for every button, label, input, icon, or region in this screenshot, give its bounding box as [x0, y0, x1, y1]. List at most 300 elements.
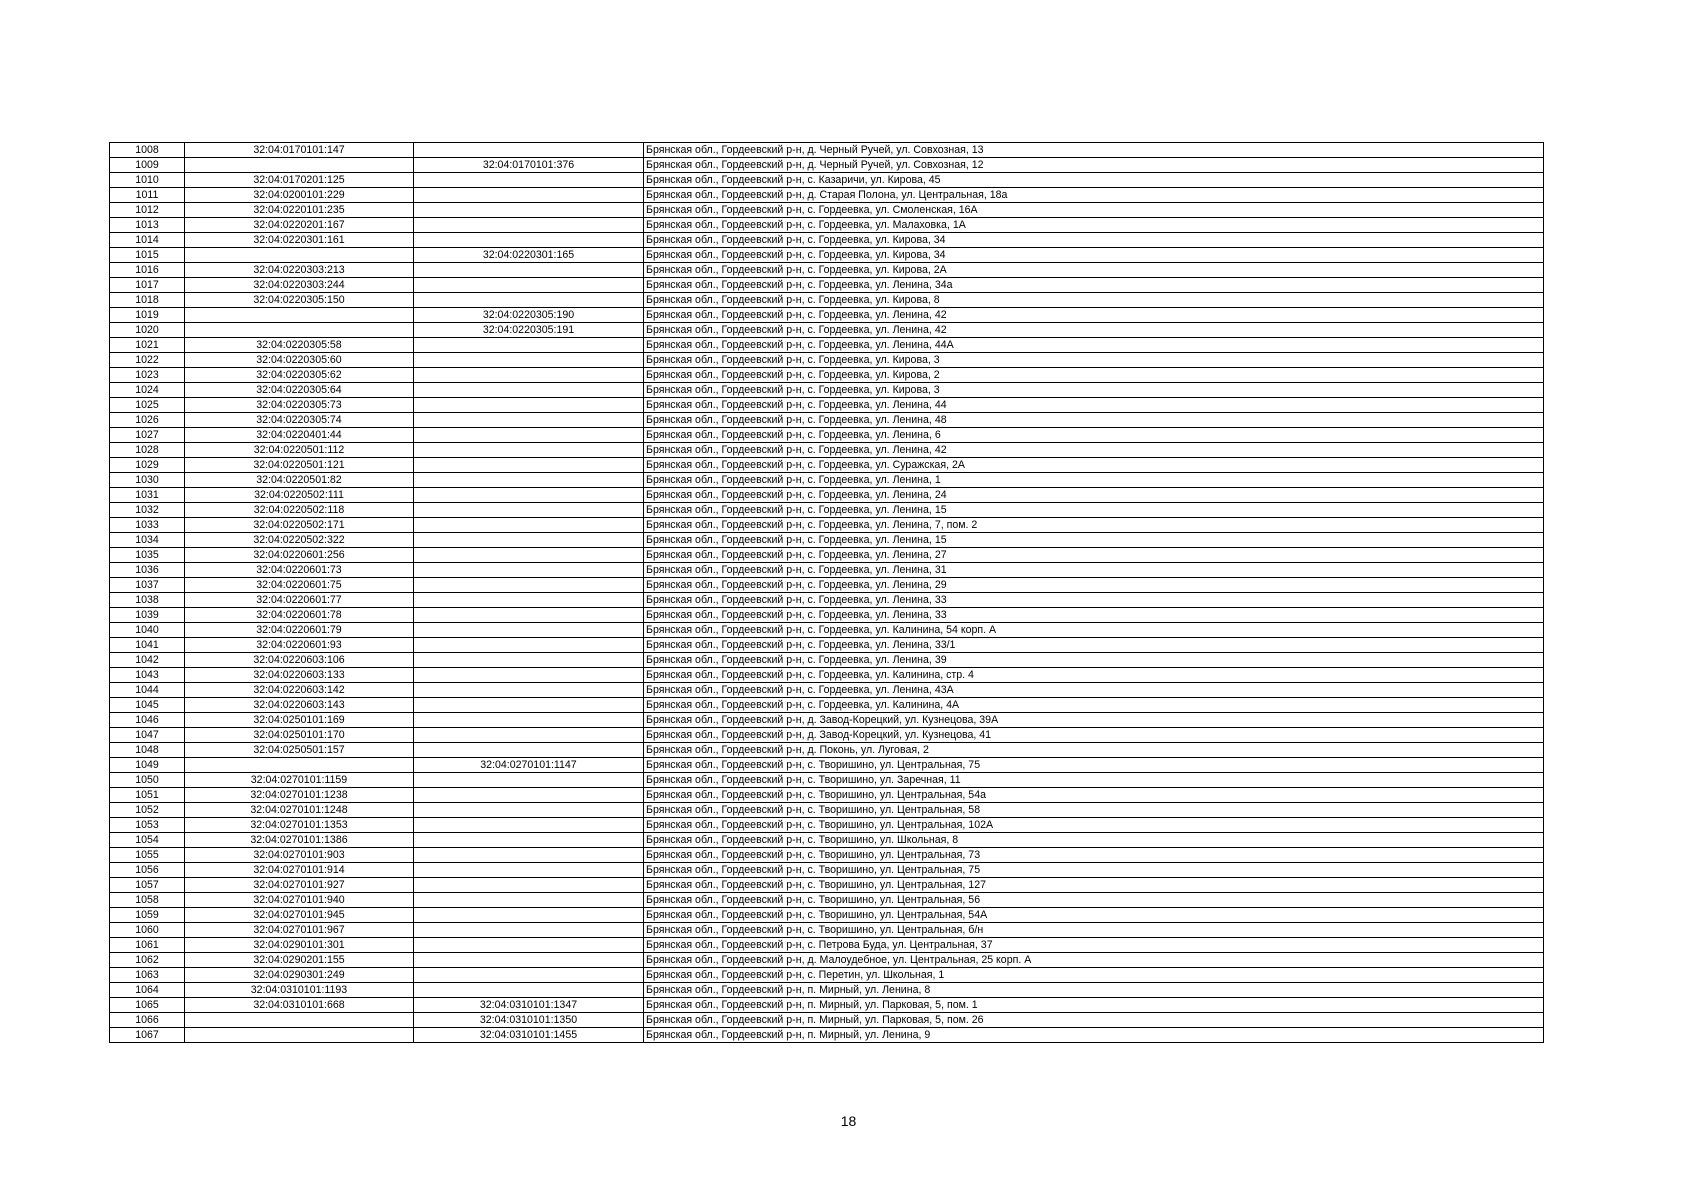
table-row [110, 413, 1544, 428]
cell-row-number: 1027 [110, 428, 185, 443]
cell-row-number: 1018 [110, 293, 185, 308]
cell-address: Брянская обл., Гордеевский р-н, с. Гордеевка, ул. Кирова, 2 [644, 368, 1544, 383]
table-row [110, 218, 1544, 233]
cell-row-number: 1038 [110, 593, 185, 608]
table-row [110, 578, 1544, 593]
cell-address: Брянская обл., Гордеевский р-н, с. Гордеевка, ул. Ленина, 29 [644, 578, 1544, 593]
cell-cadastral-number-room [414, 563, 644, 578]
cell-cadastral-number-building: 32:04:0220603:106 [185, 653, 414, 668]
cell-row-number: 1045 [110, 698, 185, 713]
cell-row-number: 1049 [110, 758, 185, 773]
cell-address: Брянская обл., Гордеевский р-н, д. Старая Полона, ул. Центральная, 18а [644, 188, 1544, 203]
cell-address: Брянская обл., Гордеевский р-н, с. Гордеевка, ул. Кирова, 2А [644, 263, 1544, 278]
table-row [110, 143, 1544, 158]
cell-row-number: 1014 [110, 233, 185, 248]
cell-cadastral-number-room [414, 593, 644, 608]
cell-row-number: 1046 [110, 713, 185, 728]
registry-table [109, 142, 1544, 1043]
table-row [110, 458, 1544, 473]
cell-row-number: 1036 [110, 563, 185, 578]
table-row [110, 998, 1544, 1013]
cell-cadastral-number-room: 32:04:0310101:1455 [414, 1028, 644, 1043]
cell-cadastral-number-room [414, 278, 644, 293]
cell-row-number: 1019 [110, 308, 185, 323]
cell-cadastral-number-room [414, 428, 644, 443]
cell-cadastral-number-room [414, 533, 644, 548]
table-row [110, 923, 1544, 938]
table-row [110, 773, 1544, 788]
cell-cadastral-number-building: 32:04:0220601:79 [185, 623, 414, 638]
cell-row-number: 1063 [110, 968, 185, 983]
table-row [110, 488, 1544, 503]
table-row [110, 893, 1544, 908]
cell-cadastral-number-room [414, 878, 644, 893]
cell-cadastral-number-building: 32:04:0220601:75 [185, 578, 414, 593]
cell-cadastral-number-room [414, 848, 644, 863]
cell-address: Брянская обл., Гордеевский р-н, с. Гордеевка, ул. Ленина, 15 [644, 503, 1544, 518]
cell-row-number: 1037 [110, 578, 185, 593]
cell-row-number: 1065 [110, 998, 185, 1013]
cell-cadastral-number-building: 32:04:0220501:82 [185, 473, 414, 488]
cell-address: Брянская обл., Гордеевский р-н, с. Творишино, ул. Центральная, 54А [644, 908, 1544, 923]
table-row [110, 638, 1544, 653]
table-row [110, 263, 1544, 278]
table-row [110, 368, 1544, 383]
cell-cadastral-number-room [414, 743, 644, 758]
cell-cadastral-number-room [414, 953, 644, 968]
table-row [110, 518, 1544, 533]
cell-row-number: 1048 [110, 743, 185, 758]
cell-address: Брянская обл., Гордеевский р-н, с. Гордеевка, ул. Ленина, 6 [644, 428, 1544, 443]
cell-cadastral-number-building: 32:04:0250101:169 [185, 713, 414, 728]
cell-row-number: 1056 [110, 863, 185, 878]
table-row [110, 173, 1544, 188]
table-row [110, 308, 1544, 323]
cell-cadastral-number-room [414, 383, 644, 398]
cell-cadastral-number-building: 32:04:0220301:161 [185, 233, 414, 248]
table-row [110, 833, 1544, 848]
cell-address: Брянская обл., Гордеевский р-н, д. Черный Ручей, ул. Совхозная, 13 [644, 143, 1544, 158]
table-row [110, 953, 1544, 968]
table-row [110, 1013, 1544, 1028]
cell-cadastral-number-room [414, 548, 644, 563]
table-row [110, 968, 1544, 983]
cell-address: Брянская обл., Гордеевский р-н, с. Гордеевка, ул. Ленина, 33 [644, 608, 1544, 623]
cell-cadastral-number-room [414, 968, 644, 983]
cell-cadastral-number-building: 32:04:0270101:914 [185, 863, 414, 878]
cell-address: Брянская обл., Гордеевский р-н, п. Мирный, ул. Парковая, 5, пом. 1 [644, 998, 1544, 1013]
cell-cadastral-number-building: 32:04:0220603:143 [185, 698, 414, 713]
table-row [110, 248, 1544, 263]
cell-cadastral-number-room [414, 983, 644, 998]
table-row [110, 473, 1544, 488]
table-row [110, 443, 1544, 458]
cell-row-number: 1017 [110, 278, 185, 293]
cell-cadastral-number-room [414, 443, 644, 458]
cell-cadastral-number-building: 32:04:0290301:249 [185, 968, 414, 983]
table-row [110, 203, 1544, 218]
cell-cadastral-number-building: 32:04:0220502:111 [185, 488, 414, 503]
cell-cadastral-number-building: 32:04:0220305:74 [185, 413, 414, 428]
cell-address: Брянская обл., Гордеевский р-н, с. Гордеевка, ул. Ленина, 24 [644, 488, 1544, 503]
cell-address: Брянская обл., Гордеевский р-н, с. Гордеевка, ул. Ленина, 44А [644, 338, 1544, 353]
cell-address: Брянская обл., Гордеевский р-н, с. Гордеевка, ул. Кирова, 34 [644, 248, 1544, 263]
cell-cadastral-number-building: 32:04:0220501:121 [185, 458, 414, 473]
table-row [110, 323, 1544, 338]
cell-cadastral-number-building: 32:04:0220101:235 [185, 203, 414, 218]
cell-cadastral-number-room [414, 773, 644, 788]
cell-cadastral-number-building: 32:04:0220603:133 [185, 668, 414, 683]
cell-row-number: 1031 [110, 488, 185, 503]
cell-row-number: 1029 [110, 458, 185, 473]
cell-cadastral-number-room [414, 908, 644, 923]
cell-cadastral-number-room [414, 173, 644, 188]
table-row [110, 983, 1544, 998]
cell-row-number: 1034 [110, 533, 185, 548]
cell-address: Брянская обл., Гордеевский р-н, п. Мирный, ул. Ленина, 9 [644, 1028, 1544, 1043]
cell-cadastral-number-room [414, 473, 644, 488]
table-row [110, 758, 1544, 773]
cell-row-number: 1024 [110, 383, 185, 398]
cell-address: Брянская обл., Гордеевский р-н, с. Гордеевка, ул. Ленина, 42 [644, 443, 1544, 458]
cell-row-number: 1023 [110, 368, 185, 383]
table-row [110, 503, 1544, 518]
cell-row-number: 1047 [110, 728, 185, 743]
cell-address: Брянская обл., Гордеевский р-н, п. Мирный, ул. Ленина, 8 [644, 983, 1544, 998]
cell-address: Брянская обл., Гордеевский р-н, с. Гордеевка, ул. Калинина, 54 корп. А [644, 623, 1544, 638]
cell-cadastral-number-room [414, 368, 644, 383]
table-row [110, 353, 1544, 368]
cell-row-number: 1040 [110, 623, 185, 638]
cell-cadastral-number-building: 32:04:0220601:93 [185, 638, 414, 653]
cell-row-number: 1058 [110, 893, 185, 908]
cell-cadastral-number-building: 32:04:0310101:668 [185, 998, 414, 1013]
cell-cadastral-number-building: 32:04:0220303:213 [185, 263, 414, 278]
cell-cadastral-number-room: 32:04:0170101:376 [414, 158, 644, 173]
cell-cadastral-number-building: 32:04:0270101:1386 [185, 833, 414, 848]
table-row [110, 338, 1544, 353]
cell-cadastral-number-building: 32:04:0270101:940 [185, 893, 414, 908]
registry-table-body [110, 143, 1544, 1043]
cell-address: Брянская обл., Гордеевский р-н, с. Гордеевка, ул. Суражская, 2А [644, 458, 1544, 473]
cell-address: Брянская обл., Гордеевский р-н, с. Творишино, ул. Школьная, 8 [644, 833, 1544, 848]
cell-address: Брянская обл., Гордеевский р-н, с. Гордеевка, ул. Малаховка, 1А [644, 218, 1544, 233]
cell-row-number: 1011 [110, 188, 185, 203]
cell-address: Брянская обл., Гордеевский р-н, с. Гордеевка, ул. Ленина, 27 [644, 548, 1544, 563]
cell-address: Брянская обл., Гордеевский р-н, с. Творишино, ул. Центральная, 73 [644, 848, 1544, 863]
cell-cadastral-number-room [414, 698, 644, 713]
cell-cadastral-number-room [414, 578, 644, 593]
cell-cadastral-number-building: 32:04:0250501:157 [185, 743, 414, 758]
cell-row-number: 1054 [110, 833, 185, 848]
cell-address: Брянская обл., Гордеевский р-н, с. Гордеевка, ул. Ленина, 42 [644, 323, 1544, 338]
cell-row-number: 1062 [110, 953, 185, 968]
cell-cadastral-number-building [185, 248, 414, 263]
cell-cadastral-number-building: 32:04:0220401:44 [185, 428, 414, 443]
cell-row-number: 1020 [110, 323, 185, 338]
cell-row-number: 1016 [110, 263, 185, 278]
cell-cadastral-number-room [414, 893, 644, 908]
cell-cadastral-number-building: 32:04:0220601:77 [185, 593, 414, 608]
cell-cadastral-number-building: 32:04:0270101:1353 [185, 818, 414, 833]
cell-cadastral-number-building: 32:04:0220305:60 [185, 353, 414, 368]
table-row [110, 878, 1544, 893]
cell-row-number: 1053 [110, 818, 185, 833]
table-row [110, 548, 1544, 563]
cell-cadastral-number-building: 32:04:0270101:945 [185, 908, 414, 923]
table-row [110, 803, 1544, 818]
cell-cadastral-number-room [414, 713, 644, 728]
cell-cadastral-number-building: 32:04:0290101:301 [185, 938, 414, 953]
cell-cadastral-number-room: 32:04:0220305:191 [414, 323, 644, 338]
cell-address: Брянская обл., Гордеевский р-н, с. Петрова Буда, ул. Центральная, 37 [644, 938, 1544, 953]
cell-row-number: 1052 [110, 803, 185, 818]
cell-row-number: 1012 [110, 203, 185, 218]
cell-cadastral-number-building: 32:04:0270101:927 [185, 878, 414, 893]
cell-row-number: 1064 [110, 983, 185, 998]
cell-cadastral-number-room [414, 503, 644, 518]
cell-address: Брянская обл., Гордеевский р-н, с. Гордеевка, ул. Калинина, 4А [644, 698, 1544, 713]
cell-cadastral-number-building: 32:04:0220603:142 [185, 683, 414, 698]
cell-cadastral-number-room [414, 203, 644, 218]
cell-address: Брянская обл., Гордеевский р-н, с. Гордеевка, ул. Ленина, 43А [644, 683, 1544, 698]
cell-address: Брянская обл., Гордеевский р-н, с. Гордеевка, ул. Ленина, 7, пом. 2 [644, 518, 1544, 533]
table-row [110, 788, 1544, 803]
table-row [110, 728, 1544, 743]
cell-row-number: 1008 [110, 143, 185, 158]
cell-row-number: 1041 [110, 638, 185, 653]
cell-address: Брянская обл., Гордеевский р-н, с. Гордеевка, ул. Кирова, 8 [644, 293, 1544, 308]
cell-address: Брянская обл., Гордеевский р-н, с. Гордеевка, ул. Ленина, 33 [644, 593, 1544, 608]
cell-address: Брянская обл., Гордеевский р-н, с. Гордеевка, ул. Смоленская, 16А [644, 203, 1544, 218]
table-row [110, 863, 1544, 878]
cell-row-number: 1022 [110, 353, 185, 368]
cell-cadastral-number-room [414, 413, 644, 428]
cell-row-number: 1013 [110, 218, 185, 233]
cell-cadastral-number-room [414, 218, 644, 233]
cell-cadastral-number-room [414, 263, 644, 278]
cell-address: Брянская обл., Гордеевский р-н, д. Поконь, ул. Луговая, 2 [644, 743, 1544, 758]
cell-row-number: 1028 [110, 443, 185, 458]
cell-address: Брянская обл., Гордеевский р-н, с. Творишино, ул. Центральная, 56 [644, 893, 1544, 908]
cell-address: Брянская обл., Гордеевский р-н, п. Мирный, ул. Парковая, 5, пом. 26 [644, 1013, 1544, 1028]
cell-address: Брянская обл., Гордеевский р-н, д. Черный Ручей, ул. Совхозная, 12 [644, 158, 1544, 173]
cell-address: Брянская обл., Гордеевский р-н, с. Творишино, ул. Центральная, 58 [644, 803, 1544, 818]
cell-cadastral-number-building: 32:04:0170101:147 [185, 143, 414, 158]
cell-cadastral-number-room [414, 608, 644, 623]
table-row [110, 713, 1544, 728]
cell-row-number: 1015 [110, 248, 185, 263]
cell-cadastral-number-room: 32:04:0220305:190 [414, 308, 644, 323]
cell-cadastral-number-room [414, 623, 644, 638]
cell-cadastral-number-building: 32:04:0270101:1159 [185, 773, 414, 788]
cell-cadastral-number-building: 32:04:0220201:167 [185, 218, 414, 233]
cell-row-number: 1057 [110, 878, 185, 893]
cell-cadastral-number-room [414, 938, 644, 953]
cell-row-number: 1051 [110, 788, 185, 803]
table-row [110, 848, 1544, 863]
cell-address: Брянская обл., Гордеевский р-н, с. Гордеевка, ул. Ленина, 34а [644, 278, 1544, 293]
cell-address: Брянская обл., Гордеевский р-н, с. Творишино, ул. Центральная, 75 [644, 758, 1544, 773]
table-row [110, 188, 1544, 203]
cell-cadastral-number-room [414, 398, 644, 413]
cell-row-number: 1061 [110, 938, 185, 953]
cell-cadastral-number-building: 32:04:0220502:322 [185, 533, 414, 548]
cell-cadastral-number-building [185, 1028, 414, 1043]
cell-cadastral-number-room [414, 518, 644, 533]
cell-cadastral-number-building: 32:04:0170201:125 [185, 173, 414, 188]
table-row [110, 668, 1544, 683]
page-number: 18 [840, 1113, 857, 1129]
cell-address: Брянская обл., Гордеевский р-н, с. Творишино, ул. Центральная, 54а [644, 788, 1544, 803]
cell-row-number: 1050 [110, 773, 185, 788]
cell-cadastral-number-building: 32:04:0200101:229 [185, 188, 414, 203]
cell-cadastral-number-building: 32:04:0270101:967 [185, 923, 414, 938]
cell-address: Брянская обл., Гордеевский р-н, с. Казаричи, ул. Кирова, 45 [644, 173, 1544, 188]
cell-cadastral-number-room [414, 293, 644, 308]
table-row [110, 158, 1544, 173]
cell-cadastral-number-building: 32:04:0290201:155 [185, 953, 414, 968]
cell-address: Брянская обл., Гордеевский р-н, д. Завод-Корецкий, ул. Кузнецова, 39А [644, 713, 1544, 728]
cell-row-number: 1055 [110, 848, 185, 863]
table-row [110, 698, 1544, 713]
cell-cadastral-number-room [414, 818, 644, 833]
cell-row-number: 1030 [110, 473, 185, 488]
cell-cadastral-number-building: 32:04:0220501:112 [185, 443, 414, 458]
table-row [110, 533, 1544, 548]
cell-cadastral-number-building: 32:04:0250101:170 [185, 728, 414, 743]
cell-cadastral-number-room [414, 638, 644, 653]
cell-address: Брянская обл., Гордеевский р-н, с. Гордеевка, ул. Ленина, 39 [644, 653, 1544, 668]
table-row [110, 563, 1544, 578]
cell-cadastral-number-room [414, 233, 644, 248]
cell-address: Брянская обл., Гордеевский р-н, с. Гордеевка, ул. Ленина, 44 [644, 398, 1544, 413]
cell-address: Брянская обл., Гордеевский р-н, с. Гордеевка, ул. Кирова, 3 [644, 383, 1544, 398]
cell-cadastral-number-room [414, 788, 644, 803]
cell-row-number: 1032 [110, 503, 185, 518]
cell-address: Брянская обл., Гордеевский р-н, с. Гордеевка, ул. Ленина, 48 [644, 413, 1544, 428]
table-row [110, 278, 1544, 293]
cell-cadastral-number-building: 32:04:0220502:171 [185, 518, 414, 533]
cell-cadastral-number-room [414, 728, 644, 743]
cell-cadastral-number-room [414, 488, 644, 503]
cell-cadastral-number-room: 32:04:0310101:1350 [414, 1013, 644, 1028]
cell-row-number: 1010 [110, 173, 185, 188]
cell-row-number: 1039 [110, 608, 185, 623]
cell-address: Брянская обл., Гордеевский р-н, с. Творишино, ул. Заречная, 11 [644, 773, 1544, 788]
table-row [110, 293, 1544, 308]
cell-cadastral-number-building [185, 758, 414, 773]
cell-cadastral-number-building: 32:04:0270101:1248 [185, 803, 414, 818]
cell-cadastral-number-room [414, 458, 644, 473]
table-row [110, 608, 1544, 623]
cell-address: Брянская обл., Гордеевский р-н, д. Малоудебное, ул. Центральная, 25 корп. А [644, 953, 1544, 968]
cell-cadastral-number-building [185, 323, 414, 338]
cell-row-number: 1066 [110, 1013, 185, 1028]
cell-address: Брянская обл., Гордеевский р-н, с. Гордеевка, ул. Ленина, 15 [644, 533, 1544, 548]
cell-cadastral-number-room: 32:04:0220301:165 [414, 248, 644, 263]
cell-cadastral-number-room [414, 833, 644, 848]
cell-cadastral-number-room [414, 803, 644, 818]
cell-cadastral-number-building: 32:04:0270101:1238 [185, 788, 414, 803]
cell-cadastral-number-room [414, 143, 644, 158]
cell-row-number: 1009 [110, 158, 185, 173]
table-row [110, 938, 1544, 953]
cell-cadastral-number-building: 32:04:0220502:118 [185, 503, 414, 518]
cell-row-number: 1026 [110, 413, 185, 428]
cell-cadastral-number-building: 32:04:0220601:78 [185, 608, 414, 623]
table-row [110, 683, 1544, 698]
cell-cadastral-number-building: 32:04:0220305:150 [185, 293, 414, 308]
cell-cadastral-number-room [414, 353, 644, 368]
cell-cadastral-number-room [414, 668, 644, 683]
cell-cadastral-number-building: 32:04:0220601:256 [185, 548, 414, 563]
cell-row-number: 1025 [110, 398, 185, 413]
table-row [110, 908, 1544, 923]
cell-address: Брянская обл., Гордеевский р-н, с. Гордеевка, ул. Калинина, стр. 4 [644, 668, 1544, 683]
cell-cadastral-number-building [185, 158, 414, 173]
cell-cadastral-number-building: 32:04:0220303:244 [185, 278, 414, 293]
cell-cadastral-number-building: 32:04:0220601:73 [185, 563, 414, 578]
cell-row-number: 1033 [110, 518, 185, 533]
cell-address: Брянская обл., Гордеевский р-н, с. Творишино, ул. Центральная, 127 [644, 878, 1544, 893]
cell-cadastral-number-building: 32:04:0220305:73 [185, 398, 414, 413]
cell-cadastral-number-building: 32:04:0270101:903 [185, 848, 414, 863]
cell-row-number: 1035 [110, 548, 185, 563]
table-row [110, 1028, 1544, 1043]
cell-address: Брянская обл., Гордеевский р-н, с. Творишино, ул. Центральная, 75 [644, 863, 1544, 878]
cell-cadastral-number-room: 32:04:0270101:1147 [414, 758, 644, 773]
cell-cadastral-number-room [414, 653, 644, 668]
table-row [110, 623, 1544, 638]
table-row [110, 743, 1544, 758]
cell-row-number: 1060 [110, 923, 185, 938]
cell-address: Брянская обл., Гордеевский р-н, с. Творишино, ул. Центральная, 102А [644, 818, 1544, 833]
cell-cadastral-number-room [414, 338, 644, 353]
cell-address: Брянская обл., Гордеевский р-н, с. Гордеевка, ул. Ленина, 1 [644, 473, 1544, 488]
cell-cadastral-number-room [414, 863, 644, 878]
cell-cadastral-number-building [185, 308, 414, 323]
cell-cadastral-number-building [185, 1013, 414, 1028]
cell-cadastral-number-room [414, 923, 644, 938]
table-row [110, 398, 1544, 413]
cell-cadastral-number-room [414, 683, 644, 698]
table-row [110, 383, 1544, 398]
cell-address: Брянская обл., Гордеевский р-н, с. Творишино, ул. Центральная, б/н [644, 923, 1544, 938]
cell-row-number: 1067 [110, 1028, 185, 1043]
cell-row-number: 1042 [110, 653, 185, 668]
cell-cadastral-number-building: 32:04:0220305:62 [185, 368, 414, 383]
cell-row-number: 1021 [110, 338, 185, 353]
cell-cadastral-number-room: 32:04:0310101:1347 [414, 998, 644, 1013]
cell-row-number: 1059 [110, 908, 185, 923]
cell-address: Брянская обл., Гордеевский р-н, с. Перетин, ул. Школьная, 1 [644, 968, 1544, 983]
cell-row-number: 1044 [110, 683, 185, 698]
cell-address: Брянская обл., Гордеевский р-н, с. Гордеевка, ул. Кирова, 3 [644, 353, 1544, 368]
table-row [110, 653, 1544, 668]
cell-address: Брянская обл., Гордеевский р-н, с. Гордеевка, ул. Ленина, 33/1 [644, 638, 1544, 653]
cell-address: Брянская обл., Гордеевский р-н, с. Гордеевка, ул. Кирова, 34 [644, 233, 1544, 248]
cell-cadastral-number-building: 32:04:0220305:64 [185, 383, 414, 398]
cell-row-number: 1043 [110, 668, 185, 683]
cell-address: Брянская обл., Гордеевский р-н, д. Завод-Корецкий, ул. Кузнецова, 41 [644, 728, 1544, 743]
table-row [110, 818, 1544, 833]
table-row [110, 593, 1544, 608]
table-row [110, 233, 1544, 248]
cell-address: Брянская обл., Гордеевский р-н, с. Гордеевка, ул. Ленина, 31 [644, 563, 1544, 578]
table-row [110, 428, 1544, 443]
cell-address: Брянская обл., Гордеевский р-н, с. Гордеевка, ул. Ленина, 42 [644, 308, 1544, 323]
